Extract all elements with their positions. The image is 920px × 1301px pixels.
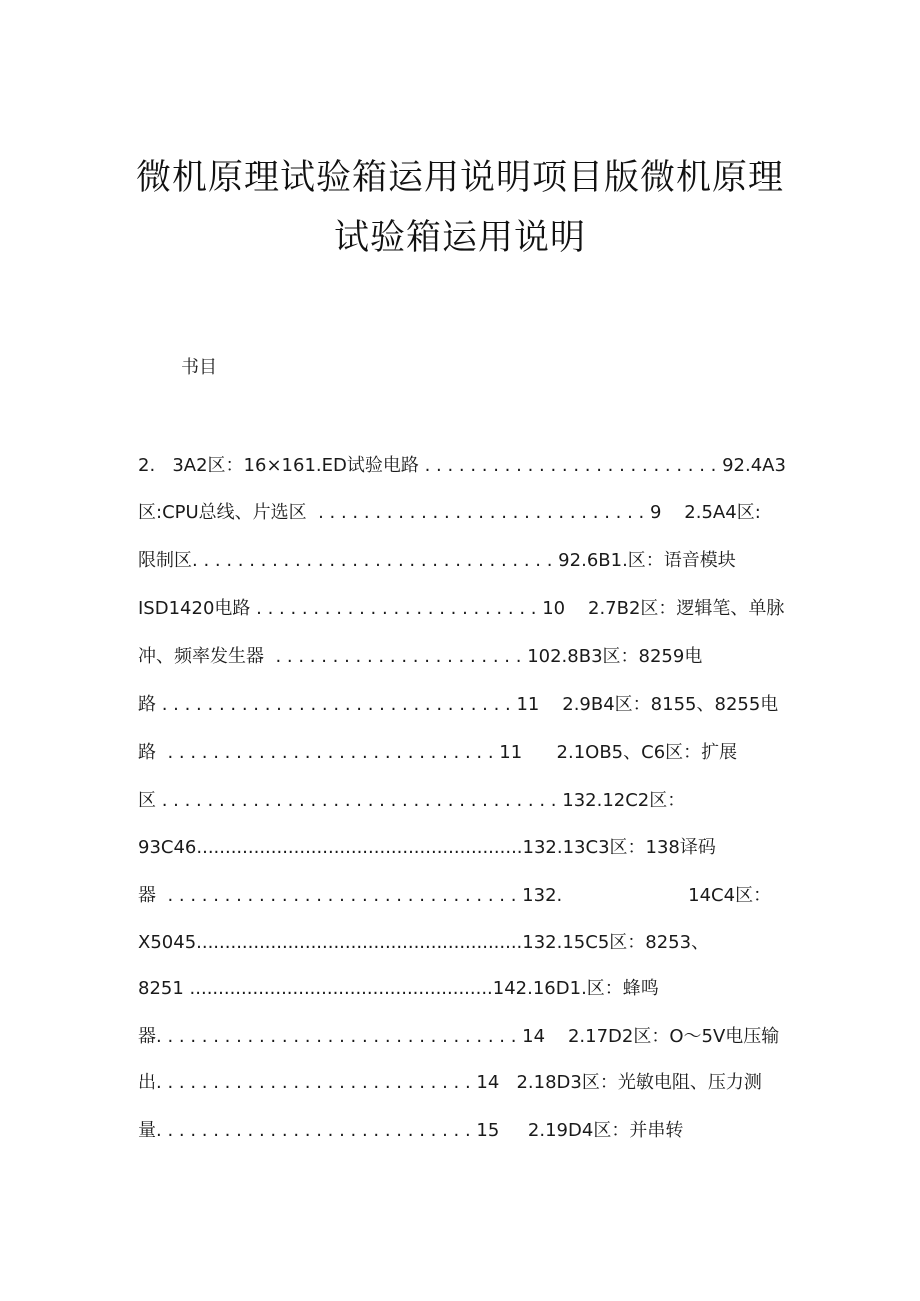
document-title-line-2: 试验箱运用说明 bbox=[333, 218, 586, 258]
document-title-line-1: 微机原理试验箱运用说明项目版微机原理 bbox=[135, 158, 784, 198]
toc-line: 冲、频率发生器 . . . . . . . . . . . . . . . . . . . . . . 102.8B3区：8259电 bbox=[138, 646, 703, 667]
toc-line: 8251 .....................................................142.16D1.区：蜂鸣 bbox=[138, 978, 659, 999]
toc-line: 区 . . . . . . . . . . . . . . . . . . . . . . . . . . . . . . . . . . . 132.12C2区： bbox=[138, 790, 686, 811]
toc-line: 路 . . . . . . . . . . . . . . . . . . . . . . . . . . . . . . . 11 2.9B4区：8155、8255电 bbox=[138, 694, 779, 715]
toc-line: 器. . . . . . . . . . . . . . . . . . . . . . . . . . . . . . . . 14 2.17D2区：O～5V电压输 bbox=[138, 1026, 780, 1047]
toc-line: 限制区. . . . . . . . . . . . . . . . . . . . . . . . . . . . . . . . 92.6B1.区：语音模块 bbox=[138, 550, 736, 571]
toc-line: X5045.........................................................132.15C5区：8253、 bbox=[138, 932, 710, 953]
toc-line: 出. . . . . . . . . . . . . . . . . . . . . . . . . . . . 14 2.18D3区：光敏电阻、压力测 bbox=[138, 1072, 762, 1093]
toc-line: ISD1420电路 . . . . . . . . . . . . . . . . . . . . . . . . . 10 2.7B2区：逻辑笔、单脉 bbox=[138, 598, 785, 619]
toc-line: 93C46.........................................................132.13C3区：138译码 bbox=[138, 837, 716, 858]
toc-line: 量. . . . . . . . . . . . . . . . . . . . . . . . . . . . 15 2.19D4区：并串转 bbox=[138, 1120, 684, 1141]
toc-heading: 书目 bbox=[181, 357, 217, 378]
toc-line: 路 . . . . . . . . . . . . . . . . . . . . . . . . . . . . . 11 2.1OB5、C6区：扩展 bbox=[138, 742, 738, 763]
toc-line: 器 . . . . . . . . . . . . . . . . . . . . . . . . . . . . . . . 132. 14C4区： bbox=[138, 885, 772, 906]
toc-line: 2. 3A2区：16×161.ED试验电路 . . . . . . . . . . . . . . . . . . . . . . . . . . 92.4A3 bbox=[138, 455, 786, 476]
toc-line: 区:CPU总线、片选区 . . . . . . . . . . . . . . . . . . . . . . . . . . . . . 9 2.5A4区: bbox=[138, 502, 761, 523]
